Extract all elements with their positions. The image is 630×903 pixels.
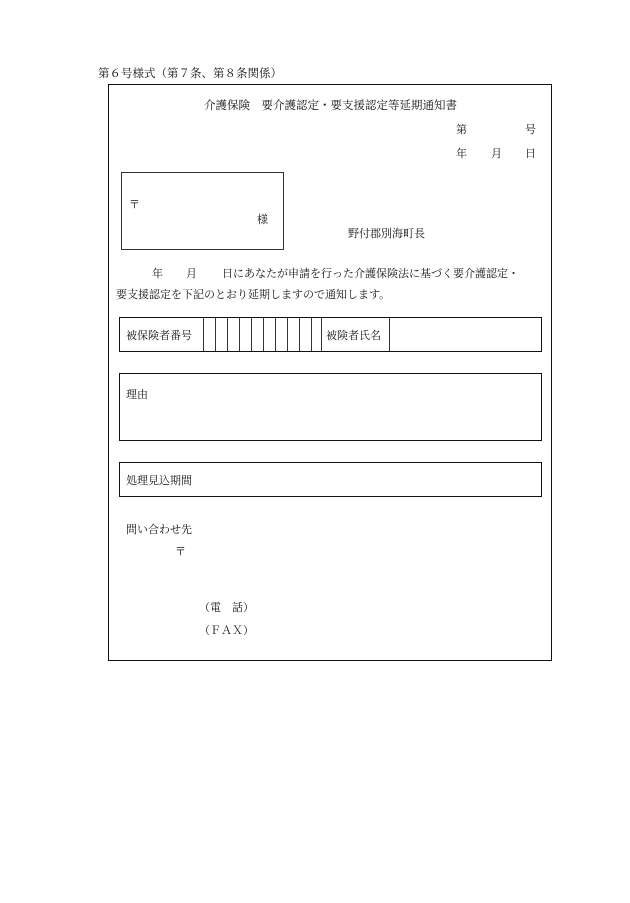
number-cell-divider xyxy=(215,318,216,351)
number-cell-divider xyxy=(239,318,240,351)
processing-period-label: 処理見込期間 xyxy=(126,474,192,487)
number-cell-divider xyxy=(251,318,252,351)
contact-fax-label: （ＦＡＸ） xyxy=(199,624,254,637)
number-cell-divider xyxy=(203,318,204,351)
date-year: 年 xyxy=(456,147,467,160)
addressee-postal-mark: 〒 xyxy=(129,198,140,211)
addressee-honorific: 様 xyxy=(257,213,268,226)
reason-label: 理由 xyxy=(126,388,148,401)
number-cell-divider xyxy=(263,318,264,351)
number-cell-divider xyxy=(287,318,288,351)
insured-number-label: 被保険者番号 xyxy=(126,329,192,342)
number-cell-divider xyxy=(275,318,276,351)
doc-number-prefix: 第 xyxy=(456,123,467,136)
contact-postal-mark: 〒 xyxy=(175,545,186,558)
name-cell-divider xyxy=(389,318,390,351)
body-text-line2: 要支援認定を下記のとおり延期しますので通知します。 xyxy=(116,288,391,301)
number-cell-divider xyxy=(321,318,322,351)
contact-phone-label: （電 話） xyxy=(199,601,254,614)
form-number: 第６号様式（第７条、第８条関係） xyxy=(98,66,282,80)
body-text-line1: 日にあなたが申請を行った介護保険法に基づく要介護認定・ xyxy=(222,267,519,280)
document-title: 介護保険 要介護認定・要支援認定等延期通知書 xyxy=(204,98,457,112)
date-day: 日 xyxy=(525,147,536,160)
date-month: 月 xyxy=(491,147,502,160)
body-date-month: 月 xyxy=(186,267,197,280)
reason-box xyxy=(119,373,542,441)
contact-heading: 問い合わせ先 xyxy=(126,523,192,536)
processing-period-box xyxy=(119,462,542,497)
body-date-year: 年 xyxy=(152,267,163,280)
addressee-box xyxy=(121,172,284,250)
number-cell-divider xyxy=(299,318,300,351)
number-cell-divider xyxy=(227,318,228,351)
issuer-name: 野付郡別海町長 xyxy=(348,227,425,240)
doc-number-suffix: 号 xyxy=(525,123,536,136)
number-cell-divider xyxy=(311,318,312,351)
insured-name-label: 被険者氏名 xyxy=(326,329,381,342)
insured-row xyxy=(119,317,542,352)
